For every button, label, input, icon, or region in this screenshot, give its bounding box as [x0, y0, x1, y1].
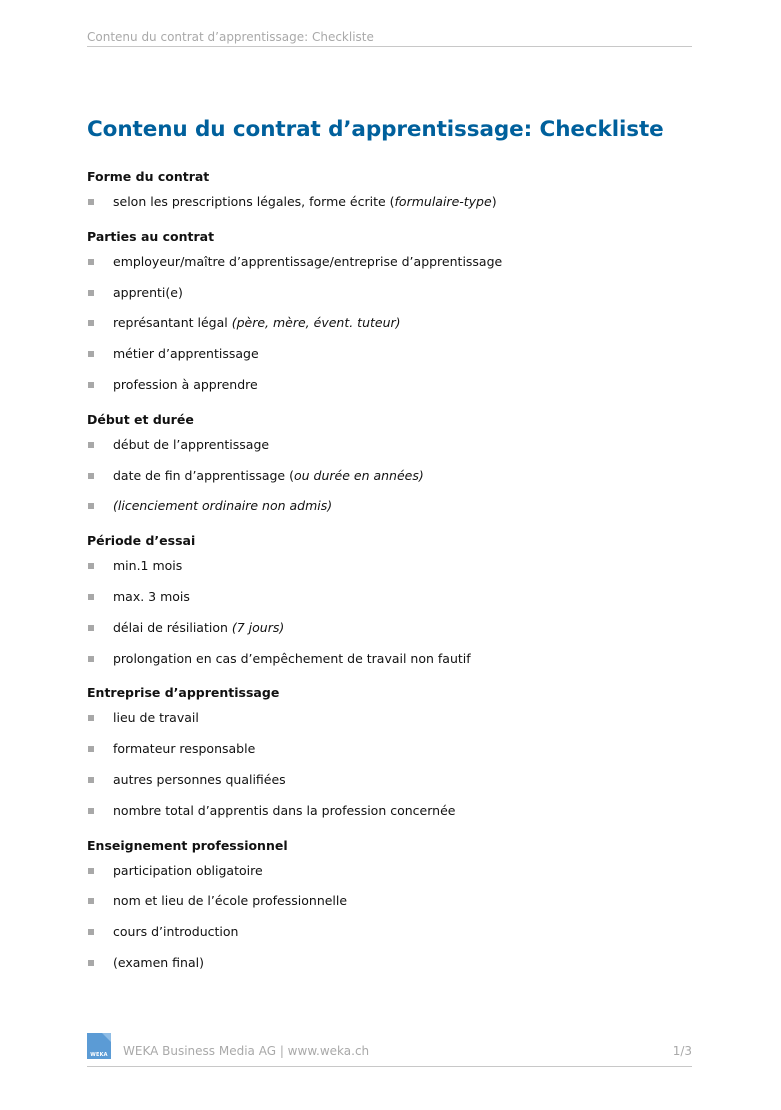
- logo-text: WEKA: [90, 1052, 108, 1058]
- square-bullet-icon: [88, 594, 94, 600]
- item-note: formulaire-type: [394, 194, 492, 209]
- checklist-item: [87, 581, 692, 612]
- running-header: Contenu du contrat d’apprentissage: Checkliste: [87, 30, 692, 47]
- checklist-item: [87, 246, 692, 277]
- logo-fold-shape: [102, 1033, 111, 1042]
- checklist-item: [87, 550, 692, 581]
- checklist-item: [87, 643, 692, 674]
- item-text: employeur/maître d’apprentissage/entreprise d’apprentissage: [113, 253, 503, 269]
- page-footer: [87, 1033, 692, 1067]
- square-bullet-icon: [88, 351, 94, 357]
- item-text: selon les prescriptions légales, forme écrite (: [113, 194, 395, 209]
- checklist-item: [87, 855, 692, 886]
- item-text: délai de résiliation: [113, 619, 232, 635]
- item-suffix: ): [491, 194, 497, 209]
- checklist-section: [87, 684, 692, 836]
- checklist-item: [87, 307, 692, 338]
- checklist-item: [87, 764, 692, 795]
- item-note: ou durée en années): [293, 467, 424, 483]
- square-bullet-icon: [88, 473, 94, 479]
- item-text: lieu de travail: [113, 710, 199, 726]
- checklist-item: [87, 612, 692, 643]
- checklist-items: [87, 550, 692, 673]
- section-heading: Début et durée: [87, 411, 194, 427]
- section-spacer: [87, 400, 692, 411]
- section-heading: Enseignement professionnel: [87, 837, 288, 853]
- item-text: participation obligatoire: [113, 862, 263, 878]
- item-text: (examen final): [113, 954, 204, 970]
- checklist-items: [87, 186, 692, 217]
- item-text: nombre total d’apprentis dans la profession concernée: [113, 802, 456, 818]
- item-text: nom et lieu de l’école professionnelle: [113, 893, 348, 909]
- checklist-item: [87, 338, 692, 369]
- square-bullet-icon: [88, 320, 94, 326]
- checklist-section: [87, 532, 692, 684]
- checklist-items: [87, 855, 692, 978]
- checklist-item: [87, 369, 692, 400]
- square-bullet-icon: [88, 625, 94, 631]
- checklist-item: [87, 186, 692, 217]
- square-bullet-icon: [88, 382, 94, 388]
- square-bullet-icon: [88, 746, 94, 752]
- item-text: profession à apprendre: [113, 376, 258, 392]
- item-text: max. 3 mois: [113, 588, 190, 604]
- item-text: autres personnes qualifiées: [113, 771, 286, 787]
- square-bullet-icon: [88, 898, 94, 904]
- square-bullet-icon: [88, 656, 94, 662]
- item-text: formateur responsable: [113, 741, 256, 757]
- checklist-section: [87, 228, 692, 411]
- checklist-item: [87, 795, 692, 826]
- section-heading: Entreprise d’apprentissage: [87, 685, 280, 701]
- weka-logo: [87, 1033, 111, 1059]
- item-text: min.1 mois: [113, 558, 183, 574]
- item-text: début de l’apprentissage: [113, 436, 270, 452]
- square-bullet-icon: [88, 563, 94, 569]
- checklist-item: [87, 947, 692, 978]
- section-heading: Période d’essai: [87, 533, 196, 549]
- checklist-item: [87, 429, 692, 460]
- item-text: métier d’apprentissage: [113, 346, 259, 362]
- item-note: (père, mère, évent. tuteur): [231, 315, 401, 331]
- item-text: prolongation en cas d’empêchement de travail non fautif: [113, 650, 471, 666]
- item-text: représantant légal: [113, 315, 232, 331]
- item-note: (licenciement ordinaire non admis): [113, 498, 333, 514]
- page-title: Contenu du contrat d’apprentissage: Checkliste: [87, 117, 664, 142]
- section-spacer: [87, 217, 692, 228]
- checklist-item: [87, 916, 692, 947]
- checklist-item: [87, 733, 692, 764]
- square-bullet-icon: [88, 199, 94, 205]
- square-bullet-icon: [88, 290, 94, 296]
- square-bullet-icon: [88, 808, 94, 814]
- checklist-item: [87, 490, 692, 521]
- square-bullet-icon: [88, 960, 94, 966]
- square-bullet-icon: [88, 442, 94, 448]
- checklist-section: [87, 168, 692, 228]
- checklist-content: [87, 168, 692, 978]
- square-bullet-icon: [88, 929, 94, 935]
- section-spacer: [87, 826, 692, 837]
- checklist-item: [87, 277, 692, 308]
- item-note: (7 jours): [231, 619, 285, 635]
- footer-publisher: WEKA Business Media AG | www.weka.ch: [123, 1044, 370, 1058]
- square-bullet-icon: [88, 868, 94, 874]
- checklist-item: [87, 460, 692, 491]
- checklist-items: [87, 702, 692, 825]
- checklist-item: [87, 885, 692, 916]
- section-spacer: [87, 673, 692, 684]
- item-text: date de fin d’apprentissage (: [113, 467, 294, 483]
- section-spacer: [87, 521, 692, 532]
- item-text: apprenti(e): [113, 284, 183, 300]
- square-bullet-icon: [88, 777, 94, 783]
- checklist-section: [87, 411, 692, 532]
- section-heading: Forme du contrat: [87, 169, 210, 184]
- checklist-items: [87, 429, 692, 521]
- section-heading: Parties au contrat: [87, 228, 215, 244]
- square-bullet-icon: [88, 259, 94, 265]
- square-bullet-icon: [88, 715, 94, 721]
- checklist-section: [87, 837, 692, 978]
- item-text: cours d’introduction: [113, 924, 239, 940]
- checklist-items: [87, 246, 692, 400]
- checklist-item: [87, 702, 692, 733]
- page-number: 1/3: [672, 1044, 692, 1058]
- square-bullet-icon: [88, 503, 94, 509]
